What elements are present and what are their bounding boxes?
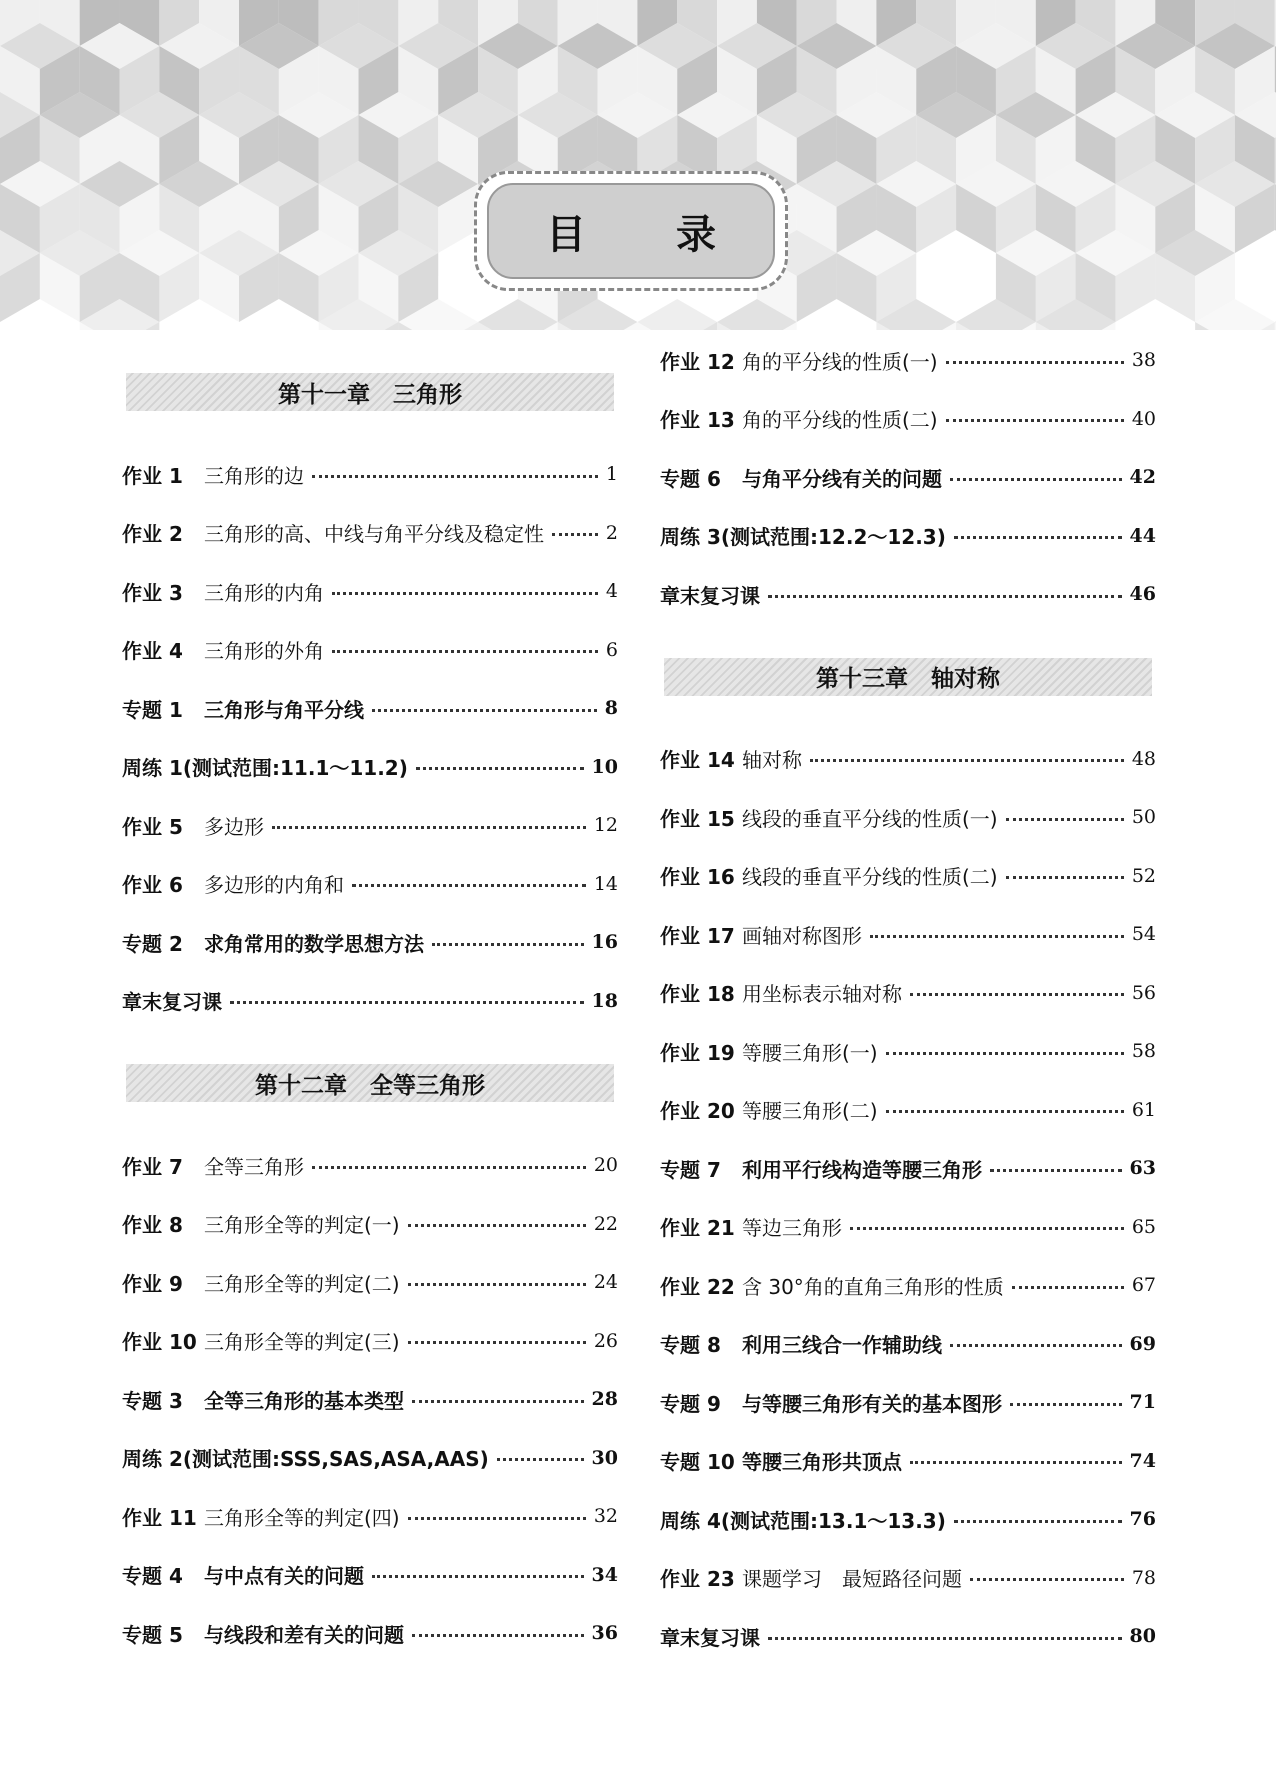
dot-leader [954,1520,1122,1523]
entry-title: 三角形与角平分线 [204,697,364,722]
entry-title: 求角常用的数学思想方法 [204,931,424,956]
toc-entry[interactable] [660,1607,1156,1666]
entry-page-number: 52 [1131,864,1156,887]
dot-leader [870,935,1124,938]
entry-label: 作业 23 [660,1567,735,1592]
dot-leader [1010,1403,1122,1406]
toc-left-column [122,373,618,1663]
dot-leader [946,361,1124,364]
toc-entry[interactable] [660,1373,1156,1432]
entry-title: 等腰三角形(二) [742,1099,878,1124]
entry-page-number: 36 [591,1622,618,1645]
dot-leader [1012,1286,1124,1289]
entry-label: 专题 10 [660,1450,735,1475]
toc-entry[interactable] [660,788,1156,847]
toc-entry[interactable] [660,331,1156,390]
toc-entry[interactable] [122,796,618,855]
entry-page-number: 2 [605,521,618,544]
entry-page-number: 20 [593,1154,618,1177]
dot-leader [954,536,1122,539]
toc-entry[interactable] [122,1253,618,1312]
entry-label: 作业 14 [660,748,735,773]
entry-title: 全等三角形的基本类型 [204,1388,404,1413]
entry-title: 轴对称 [742,748,802,773]
entry-page-number: 76 [1129,1508,1156,1531]
dot-leader [332,650,598,653]
entry-label: 作业 16 [660,865,735,890]
dot-leader [950,478,1122,481]
entry-page-number: 8 [604,697,618,720]
entry-page-number: 24 [593,1271,618,1294]
dot-leader [408,1517,586,1520]
entry-page-number: 38 [1131,349,1156,372]
toc-entry[interactable] [122,1136,618,1195]
dot-leader [272,826,586,829]
dot-leader [408,1224,586,1227]
entry-label: 作业 10 [122,1330,197,1355]
entry-title: 利用平行线构造等腰三角形 [742,1157,982,1182]
entry-title: 三角形的高、中线与角平分线及稳定性 [204,522,544,547]
toc-entry[interactable] [660,1081,1156,1140]
entry-title: 周练 2(测试范围:SSS,SAS,ASA,AAS) [122,1447,489,1472]
toc-entry[interactable] [660,1432,1156,1491]
entry-page-number: 14 [593,872,618,895]
entry-title: 用坐标表示轴对称 [742,982,902,1007]
entry-title: 多边形 [204,814,264,839]
entry-title: 角的平分线的性质(一) [742,349,938,374]
dot-leader [412,1634,584,1637]
dot-leader [886,1052,1124,1055]
dot-leader [552,533,598,536]
entry-label: 专题 7 [660,1157,721,1182]
entry-label: 作业 13 [660,408,735,433]
entry-page-number: 1 [605,463,618,486]
toc-entry[interactable] [122,1487,618,1546]
toc-entry[interactable] [660,507,1156,566]
entry-page-number: 12 [593,814,618,837]
entry-label: 作业 3 [122,580,183,605]
dot-leader [408,1341,586,1344]
entry-title: 章末复习课 [660,1625,760,1650]
entry-label: 作业 5 [122,814,183,839]
entry-title: 周练 3(测试范围:12.2～12.3) [660,525,946,550]
entry-title: 线段的垂直平分线的性质(二) [742,865,998,890]
toc-entry[interactable] [660,1256,1156,1315]
entry-label: 作业 22 [660,1274,735,1299]
toc-entry[interactable] [660,1315,1156,1374]
entry-label: 作业 15 [660,806,735,831]
toc-entry[interactable] [660,448,1156,507]
entry-label: 作业 6 [122,873,183,898]
entry-label: 作业 8 [122,1213,183,1238]
toc-entry[interactable] [660,905,1156,964]
dot-leader [910,993,1124,996]
entry-label: 作业 17 [660,923,735,948]
dot-leader [372,709,597,712]
entry-page-number: 6 [605,638,618,661]
toc-entry[interactable] [122,913,618,972]
toc-title-box [474,171,788,291]
entry-label: 专题 1 [122,697,183,722]
toc-entry[interactable] [660,1549,1156,1608]
toc-entry[interactable] [660,964,1156,1023]
entry-page-number: 32 [593,1505,618,1528]
toc-entry[interactable] [122,679,618,738]
entry-page-number: 58 [1131,1040,1156,1063]
entry-page-number: 56 [1131,981,1156,1004]
entry-label: 专题 4 [122,1564,183,1589]
entry-label: 作业 4 [122,639,183,664]
entry-title: 多边形的内角和 [204,873,344,898]
dot-leader [886,1110,1124,1113]
entry-title: 周练 1(测试范围:11.1～11.2) [122,756,408,781]
toc-entry[interactable] [660,730,1156,789]
dot-leader [850,1227,1124,1230]
entry-label: 专题 9 [660,1391,721,1416]
toc-entry[interactable] [122,621,618,680]
toc-entry[interactable] [660,1490,1156,1549]
toc-entry[interactable] [660,1139,1156,1198]
dot-leader [768,1637,1122,1640]
entry-title: 与线段和差有关的问题 [204,1622,404,1647]
entry-label: 作业 2 [122,522,183,547]
toc-entry[interactable] [122,562,618,621]
entry-page-number: 18 [591,989,618,1012]
dot-leader [412,1400,584,1403]
entry-page-number: 40 [1131,407,1156,430]
entry-page-number: 26 [593,1329,618,1352]
dot-leader [990,1169,1122,1172]
toc-entry[interactable] [660,1022,1156,1081]
entry-page-number: 30 [591,1446,618,1469]
entry-title: 与中点有关的问题 [204,1564,364,1589]
entry-title: 利用三线合一作辅助线 [742,1333,942,1358]
toc-entry[interactable] [122,1546,618,1605]
entry-page-number: 42 [1129,466,1156,489]
entry-page-number: 10 [591,755,618,778]
dot-leader [970,1578,1124,1581]
entry-page-number: 74 [1129,1449,1156,1472]
toc-entry[interactable] [660,390,1156,449]
entry-page-number: 69 [1129,1332,1156,1355]
toc-right-column [660,331,1156,1666]
entry-page-number: 78 [1131,1566,1156,1589]
entry-title: 等边三角形 [742,1216,842,1241]
entry-label: 作业 12 [660,349,735,374]
entry-title: 章末复习课 [660,583,760,608]
entry-title: 章末复习课 [122,990,222,1015]
entry-title: 画轴对称图形 [742,923,862,948]
toc-entry[interactable] [122,855,618,914]
entry-title: 全等三角形 [204,1154,304,1179]
entry-title: 三角形的内角 [204,580,324,605]
entry-page-number: 4 [605,580,618,603]
entry-title: 线段的垂直平分线的性质(一) [742,806,998,831]
entry-label: 作业 19 [660,1040,735,1065]
toc-title-char: 目 [546,210,586,258]
dot-leader [810,759,1124,762]
toc-entry[interactable] [122,1312,618,1371]
dot-leader [312,1166,586,1169]
entry-label: 专题 5 [122,1622,183,1647]
entry-title: 三角形全等的判定(一) [204,1213,400,1238]
dot-leader [230,1001,584,1004]
entry-page-number: 54 [1131,923,1156,946]
entry-title: 课题学习 最短路径问题 [742,1567,962,1592]
chapter-heading: 第十一章 三角形 [126,373,614,411]
dot-leader [768,595,1122,598]
entry-page-number: 48 [1131,747,1156,770]
entry-page-number: 50 [1131,806,1156,829]
entry-page-number: 28 [591,1388,618,1411]
chapter-heading: 第十二章 全等三角形 [126,1064,614,1102]
entry-label: 专题 8 [660,1333,721,1358]
toc-entry[interactable] [122,972,618,1031]
entry-page-number: 61 [1131,1098,1156,1121]
toc-entry[interactable] [122,504,618,563]
toc-entry[interactable] [122,1370,618,1429]
dot-leader [1006,876,1124,879]
entry-label: 专题 3 [122,1388,183,1413]
dot-leader [408,1283,586,1286]
toc-entry[interactable] [122,738,618,797]
entry-title: 三角形全等的判定(二) [204,1271,400,1296]
toc-entry[interactable] [122,1429,618,1488]
entry-label: 作业 21 [660,1216,735,1241]
entry-title: 与角平分线有关的问题 [742,466,942,491]
dot-leader [416,767,584,770]
entry-title: 三角形全等的判定(四) [204,1505,400,1530]
dot-leader [432,943,584,946]
toc-entry[interactable] [122,1195,618,1254]
entry-label: 作业 1 [122,463,183,488]
entry-title: 角的平分线的性质(二) [742,408,938,433]
entry-page-number: 46 [1129,583,1156,606]
entry-title: 周练 4(测试范围:13.1～13.3) [660,1508,946,1533]
toc-entry[interactable] [660,565,1156,624]
toc-title-char: 录 [676,210,716,258]
dot-leader [1006,818,1124,821]
entry-page-number: 67 [1131,1274,1156,1297]
entry-title: 三角形的外角 [204,639,324,664]
dot-leader [950,1344,1122,1347]
toc-entry[interactable] [122,445,618,504]
chapter-heading: 第十三章 轴对称 [664,658,1152,696]
entry-page-number: 65 [1131,1215,1156,1238]
entry-page-number: 22 [593,1212,618,1235]
entry-title: 三角形全等的判定(三) [204,1330,400,1355]
entry-label: 专题 6 [660,466,721,491]
toc-entry[interactable] [122,1604,618,1663]
entry-label: 专题 2 [122,931,183,956]
entry-label: 作业 20 [660,1099,735,1124]
entry-label: 作业 18 [660,982,735,1007]
toc-entry[interactable] [660,847,1156,906]
entry-title: 等腰三角形共顶点 [742,1450,902,1475]
entry-label: 作业 7 [122,1154,183,1179]
dot-leader [312,475,598,478]
dot-leader [497,1458,584,1461]
entry-title: 等腰三角形(一) [742,1040,878,1065]
entry-title: 含 30°角的直角三角形的性质 [742,1274,1004,1299]
entry-page-number: 44 [1129,524,1156,547]
entry-label: 作业 9 [122,1271,183,1296]
dot-leader [352,884,586,887]
toc-entry[interactable] [660,1198,1156,1257]
dot-leader [946,419,1124,422]
entry-page-number: 71 [1129,1391,1156,1414]
entry-page-number: 80 [1129,1625,1156,1648]
entry-title: 与等腰三角形有关的基本图形 [742,1391,1002,1416]
entry-page-number: 16 [591,931,618,954]
entry-page-number: 63 [1129,1157,1156,1180]
entry-label: 作业 11 [122,1505,197,1530]
cube-face [637,299,717,330]
entry-page-number: 34 [591,1563,618,1586]
dot-leader [910,1461,1122,1464]
entry-title: 三角形的边 [204,463,304,488]
dot-leader [332,592,598,595]
dot-leader [372,1575,584,1578]
